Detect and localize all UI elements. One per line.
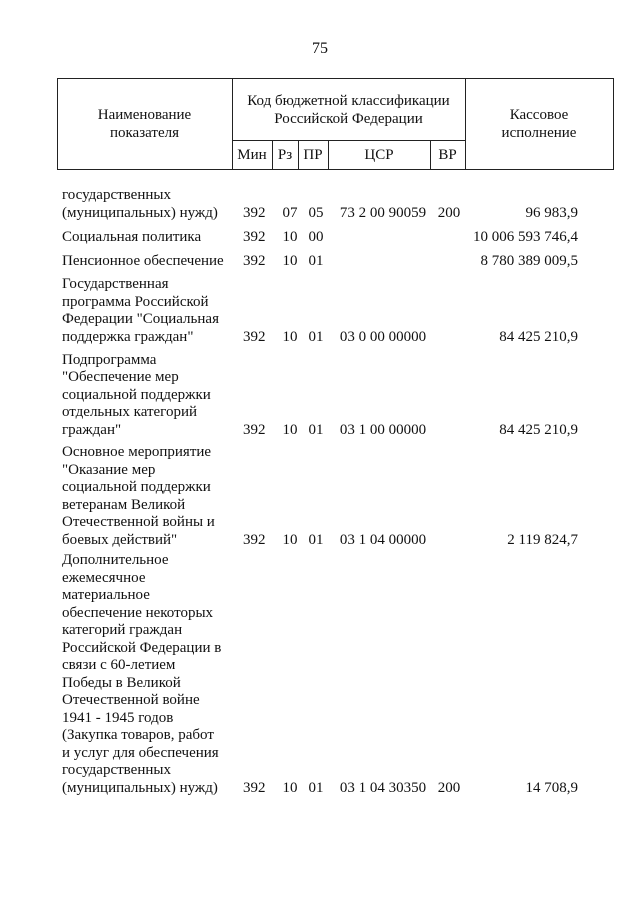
row-name-line: социальной поддержки bbox=[62, 386, 211, 403]
row-csr: 03 1 00 00000 bbox=[339, 421, 427, 438]
row-vr: 200 bbox=[437, 204, 461, 221]
header-vr: ВР bbox=[438, 147, 457, 163]
row-vr: 200 bbox=[437, 779, 461, 796]
row-csr: 03 1 04 30350 bbox=[339, 779, 427, 796]
row-min: 392 bbox=[243, 204, 266, 221]
row-amount: 2 119 824,7 bbox=[507, 531, 578, 548]
row-name-line: граждан" bbox=[62, 421, 122, 438]
row-rz: 10 bbox=[282, 328, 298, 345]
row-name-line: "Оказание мер bbox=[62, 461, 156, 478]
row-amount: 8 780 389 009,5 bbox=[480, 252, 578, 269]
row-name-line: Победы в Великой bbox=[62, 674, 181, 691]
header-pr: ПР bbox=[303, 147, 323, 163]
row-pr: 01 bbox=[308, 779, 324, 796]
row-name-line: Пенсионное обеспечение bbox=[62, 252, 224, 269]
row-name-line: Дополнительное bbox=[62, 552, 169, 568]
row-amount: 14 708,9 bbox=[525, 779, 578, 796]
row-name-line: (муниципальных) нужд) bbox=[62, 779, 218, 796]
row-name-line: и услуг для обеспечения bbox=[62, 744, 219, 761]
row-min: 392 bbox=[243, 328, 266, 345]
header-amount-line-2: исполнение bbox=[501, 125, 577, 141]
row-name-line: Федерации "Социальная bbox=[62, 311, 219, 327]
header-rz: Рз bbox=[277, 147, 293, 163]
row-name-line: Социальная политика bbox=[62, 228, 202, 245]
row-min: 392 bbox=[243, 228, 266, 245]
row-rz: 10 bbox=[282, 228, 298, 245]
row-rz: 07 bbox=[282, 204, 298, 221]
row-csr: 03 0 00 00000 bbox=[339, 328, 427, 345]
row-name-line: программа Российской bbox=[62, 293, 209, 310]
row-pr: 01 bbox=[308, 531, 324, 548]
row-name-line: Отечественной войны и bbox=[62, 514, 215, 530]
row-rz: 10 bbox=[282, 531, 298, 548]
row-pr: 01 bbox=[308, 328, 324, 345]
row-csr: 03 1 04 00000 bbox=[339, 531, 427, 548]
page-number: 75 bbox=[312, 40, 328, 57]
header-name-line-1: Наименование bbox=[97, 107, 192, 123]
row-name-line: Российской Федерации в bbox=[62, 639, 222, 656]
row-pr: 01 bbox=[308, 252, 324, 269]
row-min: 392 bbox=[243, 252, 266, 269]
row-name-line: обеспечение некоторых bbox=[62, 604, 214, 621]
row-name-line: 1941 - 1945 годов bbox=[62, 709, 174, 726]
row-name-line: Подпрограмма bbox=[62, 351, 157, 368]
row-name-line: ежемесячное bbox=[62, 569, 146, 586]
row-name-line: поддержка граждан" bbox=[62, 328, 194, 345]
row-pr: 00 bbox=[308, 228, 324, 245]
row-amount: 84 425 210,9 bbox=[499, 421, 578, 438]
header-csr: ЦСР bbox=[364, 147, 394, 163]
header-min: Мин bbox=[237, 147, 267, 163]
header-code-line-1: Код бюджетной классификации bbox=[247, 93, 450, 109]
row-name-line: государственных bbox=[62, 762, 171, 778]
row-pr: 01 bbox=[308, 421, 324, 438]
row-rz: 10 bbox=[282, 252, 298, 269]
row-name-line: (муниципальных) нужд) bbox=[62, 204, 218, 221]
row-amount: 84 425 210,9 bbox=[499, 328, 578, 345]
row-amount: 96 983,9 bbox=[525, 204, 578, 221]
row-name-line: материальное bbox=[62, 587, 150, 603]
row-name-line: социальной поддержки bbox=[62, 479, 211, 495]
row-name-line: Государственная bbox=[62, 276, 169, 292]
row-min: 392 bbox=[243, 421, 266, 438]
row-min: 392 bbox=[243, 779, 266, 796]
row-pr: 05 bbox=[308, 204, 324, 221]
header-amount-line-1: Кассовое bbox=[509, 107, 569, 123]
row-name-line: категорий граждан bbox=[62, 622, 183, 638]
row-rz: 10 bbox=[282, 779, 298, 796]
row-min: 392 bbox=[243, 531, 266, 548]
header-code-line-2: Российской Федерации bbox=[274, 111, 423, 127]
row-name-line: связи с 60-летием bbox=[62, 657, 176, 673]
row-name-line: (Закупка товаров, работ bbox=[62, 727, 214, 743]
row-name-line: государственных bbox=[62, 187, 171, 203]
row-name-line: Основное мероприятие bbox=[62, 444, 212, 460]
header-name-line-2: показателя bbox=[109, 125, 180, 141]
row-name-line: ветеранам Великой bbox=[62, 496, 186, 513]
row-name-line: отдельных категорий bbox=[62, 404, 198, 420]
row-rz: 10 bbox=[282, 421, 298, 438]
row-name-line: боевых действий" bbox=[62, 531, 178, 548]
row-csr: 73 2 00 90059 bbox=[339, 204, 427, 221]
row-name-line: "Обеспечение мер bbox=[62, 369, 179, 385]
row-name bbox=[62, 552, 232, 797]
row-name-line: Отечественной войне bbox=[62, 692, 200, 708]
row-amount: 10 006 593 746,4 bbox=[473, 228, 578, 245]
